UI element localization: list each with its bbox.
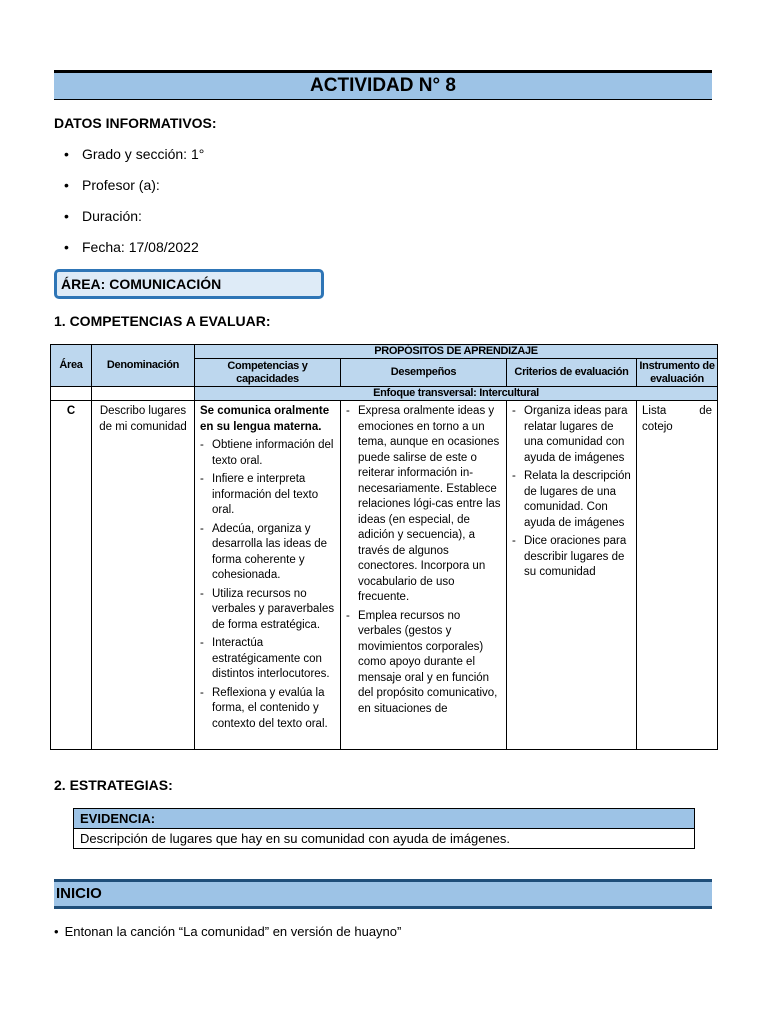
datos-heading: DATOS INFORMATIVOS: xyxy=(54,115,217,131)
table-row xyxy=(51,401,718,750)
list-item: • Fecha: 17/08/2022 xyxy=(60,229,204,260)
list-item: • Profesor (a): xyxy=(60,167,204,198)
area-label: ÁREA: COMUNICACIÓN xyxy=(54,269,324,299)
header-blank xyxy=(92,387,195,401)
list-item: - Interactúa estratégicamente con distintos interlocutores. xyxy=(200,636,335,683)
competencias-heading: 1. COMPETENCIAS A EVALUAR: xyxy=(54,313,271,329)
evidencia-table xyxy=(73,808,695,849)
header-area: Área xyxy=(51,345,92,387)
evidencia-text: Descripción de lugares que hay en su comunidad con ayuda de imágenes. xyxy=(74,829,695,849)
list-item: - Adecúa, organiza y desarrolla las ideas de forma coherente y cohesionada. xyxy=(200,522,335,584)
header-enfoque: Enfoque transversal: Intercultural xyxy=(195,387,718,401)
bullet-icon: • xyxy=(54,924,59,939)
cell-denominacion: Describo lugares de mi comunidad xyxy=(92,401,195,750)
inicio-heading: INICIO xyxy=(54,879,712,909)
inicio-text: Entonan la canción “La comunidad” en versión de huayno” xyxy=(64,924,402,939)
list-item: • Duración: xyxy=(60,198,204,229)
list-item: - Reflexiona y evalúa la forma, el contenido y contexto del texto oral. xyxy=(200,686,335,733)
cell-instrumento: Lista de cotejo xyxy=(637,401,718,750)
list-item: - Infiere e interpreta información del texto oral. xyxy=(200,472,335,519)
list-item: • Grado y sección: 1° xyxy=(60,136,204,167)
cell-competencias xyxy=(195,401,341,750)
list-item: - Utiliza recursos no verbales y paraverbales de forma estratégica. xyxy=(200,587,335,634)
page-title: ACTIVIDAD N° 8 xyxy=(54,70,712,100)
evidencia-label: EVIDENCIA: xyxy=(74,809,695,829)
list-item: - Relata la descripción de lugares de una comunidad. Con ayuda de imágenes xyxy=(512,469,631,531)
list-item: - Obtiene información del texto oral. xyxy=(200,438,335,469)
list-item: - Expresa oralmente ideas y emociones en torno a un tema, aunque en ocasiones puede salirse de este o reiterar información in-necesariamente. Establece relaciones lógi-cas entre las ideas (en especial, de adición y secuencia), a través de algunos conectores. Incorpora un vocabulario de uso frecuente. xyxy=(346,404,501,606)
header-criterios: Criterios de evaluación xyxy=(507,359,637,387)
cell-desempenos xyxy=(341,401,507,750)
header-propositos: PROPÓSITOS DE APRENDIZAJE xyxy=(195,345,718,359)
header-denominacion: Denominación xyxy=(92,345,195,387)
competencia-title: Se comunica oralmente en su lengua materna. xyxy=(200,405,330,433)
list-item: - Dice oraciones para describir lugares de su comunidad xyxy=(512,534,631,581)
header-blank xyxy=(51,387,92,401)
list-item: - Emplea recursos no verbales (gestos y movimientos corporales) como apoyo durante el mensaje oral y en función del propósito comunicativo, en situaciones de xyxy=(346,609,501,718)
header-competencias: Competencias y capacidades xyxy=(195,359,341,387)
header-desempenos: Desempeños xyxy=(341,359,507,387)
cell-criterios xyxy=(507,401,637,750)
datos-list xyxy=(60,136,204,260)
header-instrumento: Instrumento de evaluación xyxy=(637,359,718,387)
cell-area: C xyxy=(51,401,92,750)
competencias-table xyxy=(50,344,718,750)
inicio-item xyxy=(54,924,401,939)
estrategias-heading: 2. ESTRATEGIAS: xyxy=(54,777,173,793)
list-item: - Organiza ideas para relatar lugares de una comunidad con ayuda de imágenes xyxy=(512,404,631,466)
